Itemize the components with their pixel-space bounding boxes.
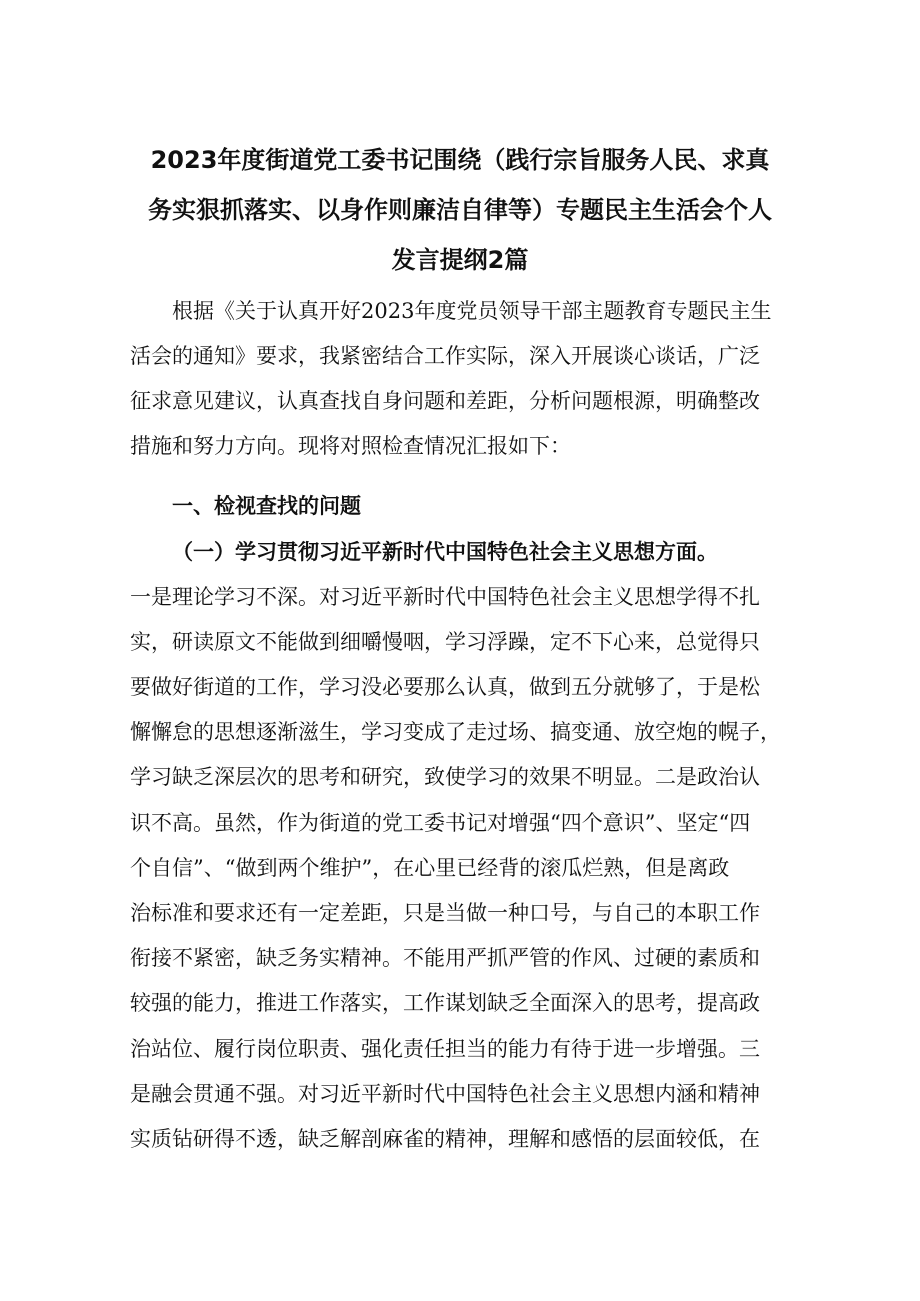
section-heading: 一、检视查找的问题 (172, 493, 361, 518)
body-line-2: 活会的通知》要求，我紧密结合工作实际，深入开展谈心谈话，广泛 (130, 344, 760, 368)
document-title-line-2: 务实狠抓落实、以身作则廉洁自律等）专题民主生活会个人 (148, 196, 772, 224)
body-line-13: 个自信”、“做到两个维护”，在心里已经背的滚瓜烂熟，但是离政 (130, 856, 730, 880)
body-line-7: 一是理论学习不深。对习近平新时代中国特色社会主义思想学得不扎 (130, 585, 760, 609)
document-title-line-1: 2023年度街道党工委书记围绕（践行宗旨服务人民、求真 (150, 146, 770, 174)
body-line-17: 治站位、履行岗位职责、强化责任担当的能力有待于进一步增强。三 (130, 1037, 760, 1061)
body-line-16: 较强的能力，推进工作落实，工作谋划缺乏全面深入的思考，提高政 (130, 991, 760, 1015)
body-line-8: 实，研读原文不能做到细嚼慢咽，学习浮躁，定不下心来，总觉得只 (130, 630, 760, 654)
body-line-3: 征求意见建议，认真查找自身问题和差距，分析问题根源，明确整改 (130, 389, 760, 413)
document-title-line-3: 发言提纲2篇 (391, 246, 529, 274)
body-line-18: 是融会贯通不强。对习近平新时代中国特色社会主义思想内涵和精神 (130, 1082, 760, 1106)
body-line-1: 根据《关于认真开好2023年度党员领导干部主题教育专题民主生 (172, 299, 772, 323)
body-line-9: 要做好街道的工作，学习没必要那么认真，做到五分就够了，于是松 (130, 675, 760, 699)
subsection-heading: （一）学习贯彻习近平新时代中国特色社会主义思想方面。 (172, 539, 718, 564)
body-line-19: 实质钻研得不透，缺乏解剖麻雀的精神，理解和感悟的层面较低，在 (130, 1127, 760, 1151)
body-line-11: 学习缺乏深层次的思考和研究，致使学习的效果不明显。二是政治认 (130, 765, 760, 789)
body-line-12: 识不高。虽然，作为街道的党工委书记对增强“四个意识”、坚定“四 (130, 811, 751, 835)
body-line-10: 懈懈怠的思想逐渐滋生，学习变成了走过场、搞变通、放空炮的幌子， (130, 720, 781, 744)
body-line-14: 治标准和要求还有一定差距，只是当做一种口号，与自己的本职工作 (130, 901, 760, 925)
body-line-15: 衔接不紧密，缺乏务实精神。不能用严抓严管的作风、过硬的素质和 (130, 946, 760, 970)
body-line-4: 措施和努力方向。现将对照检查情况汇报如下： (130, 434, 571, 458)
